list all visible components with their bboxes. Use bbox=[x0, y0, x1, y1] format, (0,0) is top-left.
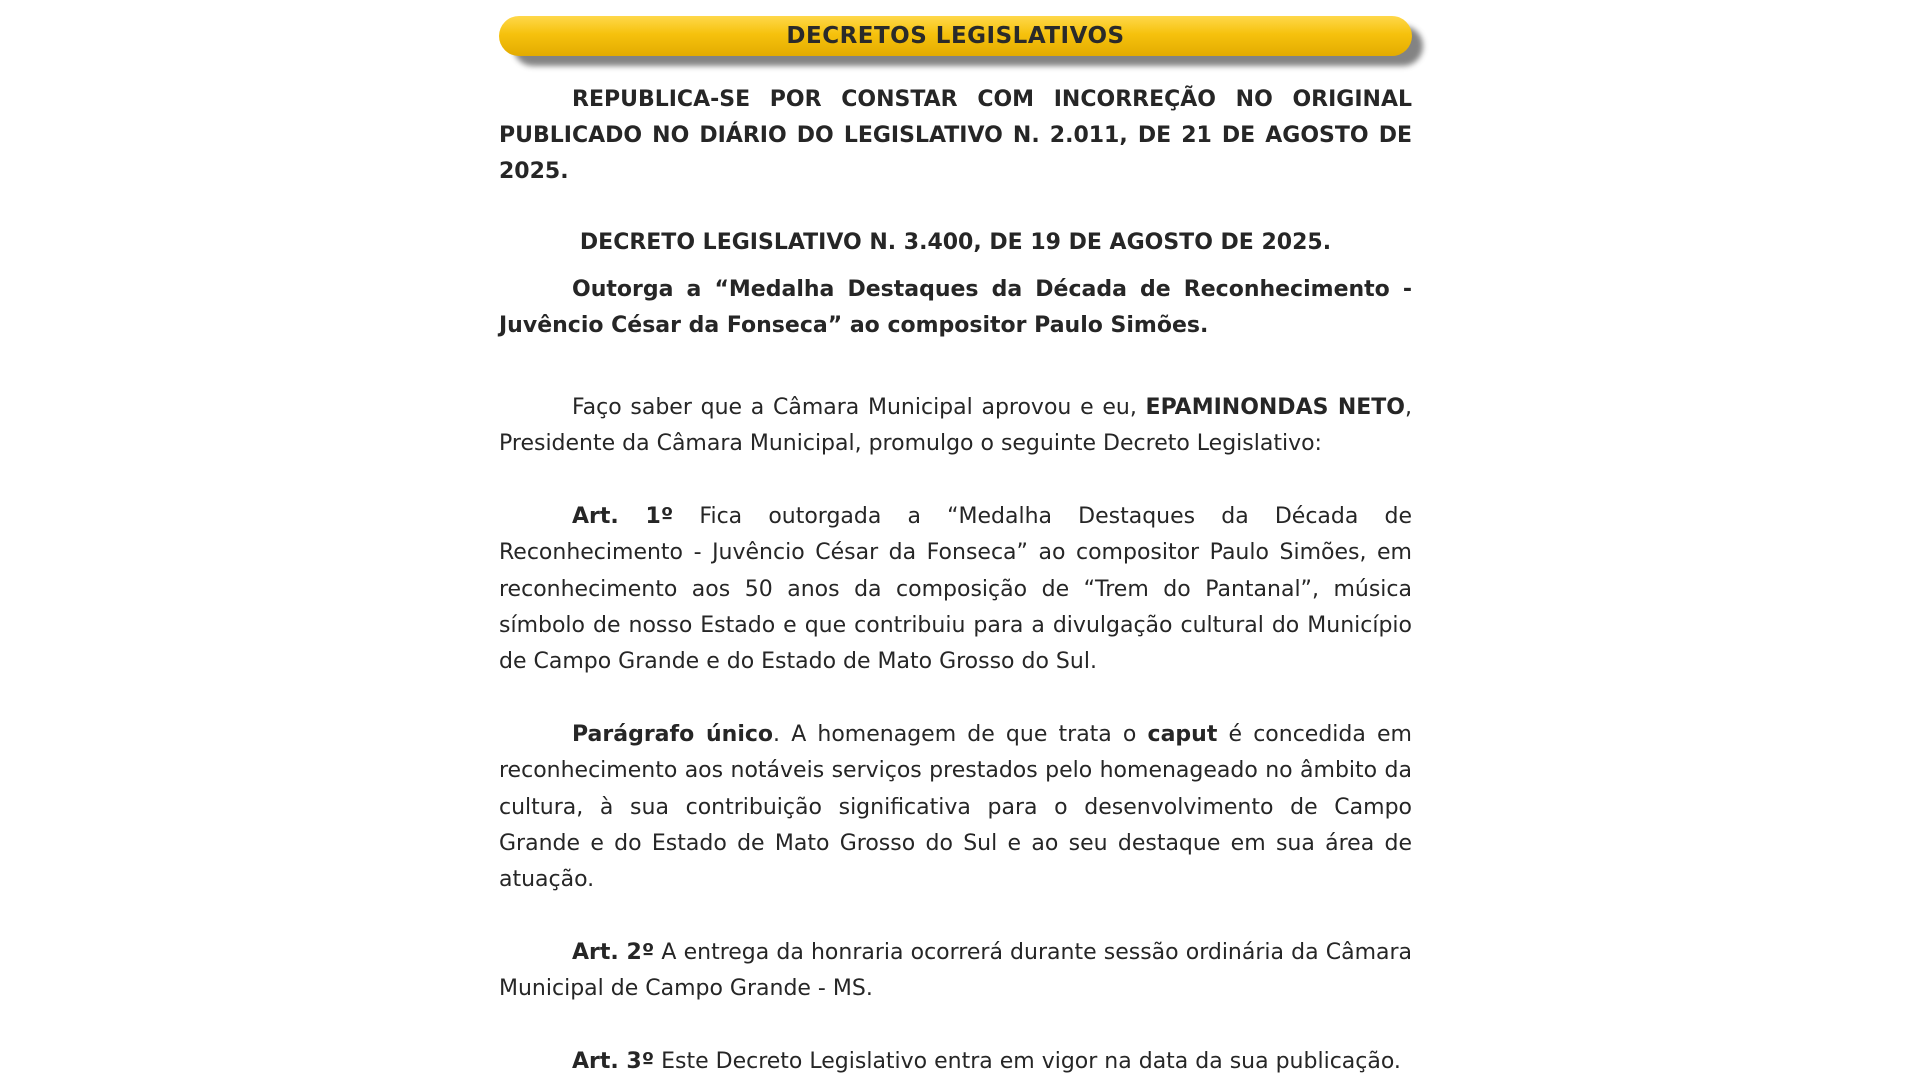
decree-ementa: Outorga a “Medalha Destaques da Década de Reconhecimento - Juvêncio César da Fonseca” ao compositor Paulo Simões. bbox=[499, 277, 1412, 338]
sole-paragraph-text-before: . A homenagem de que trata o bbox=[773, 721, 1148, 747]
document-page bbox=[499, 14, 1412, 1080]
preamble-text-before: Faço saber que a Câmara Municipal aprovou e eu, bbox=[572, 395, 1146, 420]
article-3 bbox=[499, 1044, 1412, 1080]
sole-paragraph-label: Parágrafo único bbox=[572, 721, 774, 747]
banner-bar bbox=[499, 16, 1412, 56]
section-banner bbox=[499, 14, 1412, 60]
sole-paragraph-text-after: é concedida em reconhecimento aos notáveis serviços prestados pelo homenageado no âmbito da cultura, à sua contribuição significativa para o desenvolvimento de Campo Grande e do Estado de Mato Grosso do Sul e ao seu destaque em sua área de atuação. bbox=[499, 721, 1412, 893]
article-2 bbox=[499, 935, 1412, 1008]
article-1-label: Art. 1º bbox=[572, 503, 674, 529]
decree-title: DECRETO LEGISLATIVO N. 3.400, DE 19 DE AGOSTO DE 2025. bbox=[579, 230, 1332, 255]
article-1 bbox=[499, 499, 1412, 681]
section-title: DECRETOS LEGISLATIVOS bbox=[786, 23, 1125, 49]
president-name: EPAMINONDAS NETO bbox=[1145, 395, 1405, 420]
article-2-text: A entrega da honraria ocorrerá durante sessão ordinária da Câmara Municipal de Campo Grande - MS. bbox=[499, 939, 1413, 1002]
preamble-paragraph bbox=[499, 390, 1412, 463]
article-2-label: Art. 2º bbox=[572, 939, 655, 965]
article-3-label: Art. 3º bbox=[572, 1048, 655, 1074]
article-3-text: Este Decreto Legislativo entra em vigor na data da sua publicação. bbox=[654, 1048, 1401, 1074]
article-1-text: Fica outorgada a “Medalha Destaques da Década de Reconhecimento - Juvêncio César da Fonseca” ao compositor Paulo Simões, em reconhecimento aos 50 anos da composição de “Trem do Pantanal”, música símbolo de nosso Estado e que contribuiu para a divulgação cultural do Município de Campo Grande e do Estado de Mato Grosso do Sul. bbox=[499, 503, 1412, 675]
sole-paragraph bbox=[499, 717, 1412, 899]
preamble-text-after: , Presidente da Câmara Municipal, promulgo o seguinte Decreto Legislativo: bbox=[499, 395, 1412, 457]
republication-notice: REPUBLICA-SE POR CONSTAR COM INCORREÇÃO NO ORIGINAL PUBLICADO NO DIÁRIO DO LEGISLATIVO N. 2.011, DE 21 DE AGOSTO DE 2025. bbox=[499, 87, 1412, 184]
caput-term: caput bbox=[1147, 721, 1218, 747]
